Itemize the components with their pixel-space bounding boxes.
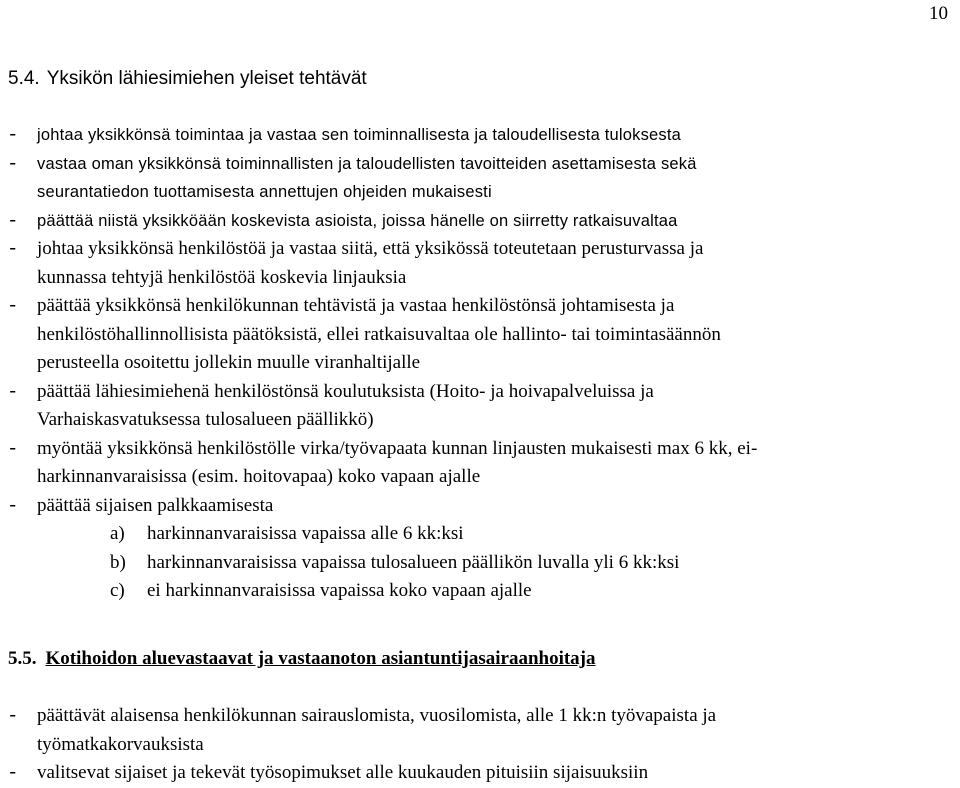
sub-list-item: [37, 520, 948, 549]
list-item-text: johtaa yksikkönsä henkilöstöä ja vastaa siitä, että yksikössä toteutetaan perusturvassa ja: [37, 238, 704, 259]
list-item-text: johtaa yksikkönsä toimintaa ja vastaa sen toiminnallisesta ja taloudellisesta tuloksesta: [37, 126, 682, 144]
list-item-text: seurantatiedon tuottamisesta annettujen ohjeiden mukaisesti: [37, 183, 492, 201]
list-item: [0, 292, 960, 378]
list-item: [0, 435, 960, 492]
list-item: [0, 492, 960, 606]
list-item-text: päättävät alaisensa henkilökunnan sairauslomista, vuosilomista, alle 1 kk:n työvapaista ja: [37, 705, 717, 726]
section-5-5-list: [0, 702, 960, 788]
sub-list-letter: c): [110, 580, 125, 601]
list-item-text: työmatkakorvauksista: [37, 733, 204, 755]
section-number: 5.4.: [8, 68, 40, 89]
list-item-text: päättää niistä yksikköään koskevista asioista, joissa hänelle on siirretty ratkaisuvaltaa: [37, 211, 678, 230]
page-number: 10: [929, 3, 948, 24]
dash-bullet: -: [7, 124, 19, 146]
list-item: [0, 235, 960, 292]
list-item: [0, 378, 960, 435]
dash-bullet: -: [7, 209, 19, 232]
dash-bullet: -: [7, 295, 19, 317]
list-item-text: päättää yksikkönsä henkilökunnan tehtävistä ja vastaa henkilöstönsä johtamisesta ja: [37, 295, 675, 316]
sub-list-text: ei harkinnanvaraisissa vapaissa koko vapaan ajalle: [147, 580, 532, 601]
sub-list-text: harkinnanvaraisissa vapaissa tulosalueen päällikön luvalla yli 6 kk:ksi: [147, 551, 680, 573]
list-item: [0, 759, 960, 788]
dash-bullet: -: [7, 705, 19, 727]
sub-list-item: [37, 577, 948, 606]
section-5-5-heading: [8, 648, 596, 670]
list-item-text: päättää lähiesimiehenä henkilöstönsä koulutuksista (Hoito- ja hoivapalveluissa ja: [37, 380, 654, 402]
list-item-text: valitsevat sijaiset ja tekevät työsopimukset alle kuukauden pituisiin sijaisuuksiin: [37, 762, 649, 783]
list-item-text: Varhaiskasvatuksessa tulosalueen päällikkö): [37, 409, 374, 430]
list-item: [0, 702, 960, 759]
list-item-text: perusteella osoitettu jollekin muulle viranhaltijalle: [37, 352, 421, 373]
list-item-text: myöntää yksikkönsä henkilöstölle virka/työvapaata kunnan linjausten mukaisesti max 6 kk, ei-: [37, 437, 758, 459]
sub-list: [37, 520, 948, 606]
dash-bullet: -: [7, 152, 19, 175]
section-title: Kotihoidon aluevastaavat ja vastaanoton asiantuntijasairaanhoitaja: [45, 648, 596, 669]
list-item: [0, 207, 960, 236]
list-item-text: henkilöstöhallinnollisista päätöksistä, ellei ratkaisuvaltaa ole hallinto- tai toimintasäännön: [37, 323, 721, 345]
section-5-4-heading: [8, 68, 367, 90]
sub-list-letter: b): [110, 551, 126, 573]
section-title: Yksikön lähiesimiehen yleiset tehtävät: [46, 68, 367, 89]
dash-bullet: -: [7, 494, 19, 517]
list-item-text: vastaa oman yksikkönsä toiminnallisten ja taloudellisten tavoitteiden asettamisesta sekä: [37, 154, 697, 173]
dash-bullet: -: [7, 762, 19, 784]
dash-bullet: -: [7, 238, 19, 260]
sub-list-letter: a): [110, 523, 125, 544]
dash-bullet: -: [7, 380, 19, 403]
section-5-4-list: [0, 121, 960, 606]
list-item-text: harkinnanvaraisissa (esim. hoitovapaa) koko vapaan ajalle: [37, 466, 481, 487]
dash-bullet: -: [7, 437, 19, 460]
sub-list-text: harkinnanvaraisissa vapaissa alle 6 kk:ksi: [147, 523, 464, 544]
sub-list-item: [37, 549, 948, 578]
section-number: 5.5.: [8, 648, 37, 669]
list-item: [0, 150, 960, 207]
list-item: [0, 121, 960, 150]
list-item-text: päättää sijaisen palkkaamisesta: [37, 494, 274, 516]
list-item-text: kunnassa tehtyjä henkilöstöä koskevia linjauksia: [37, 266, 407, 288]
